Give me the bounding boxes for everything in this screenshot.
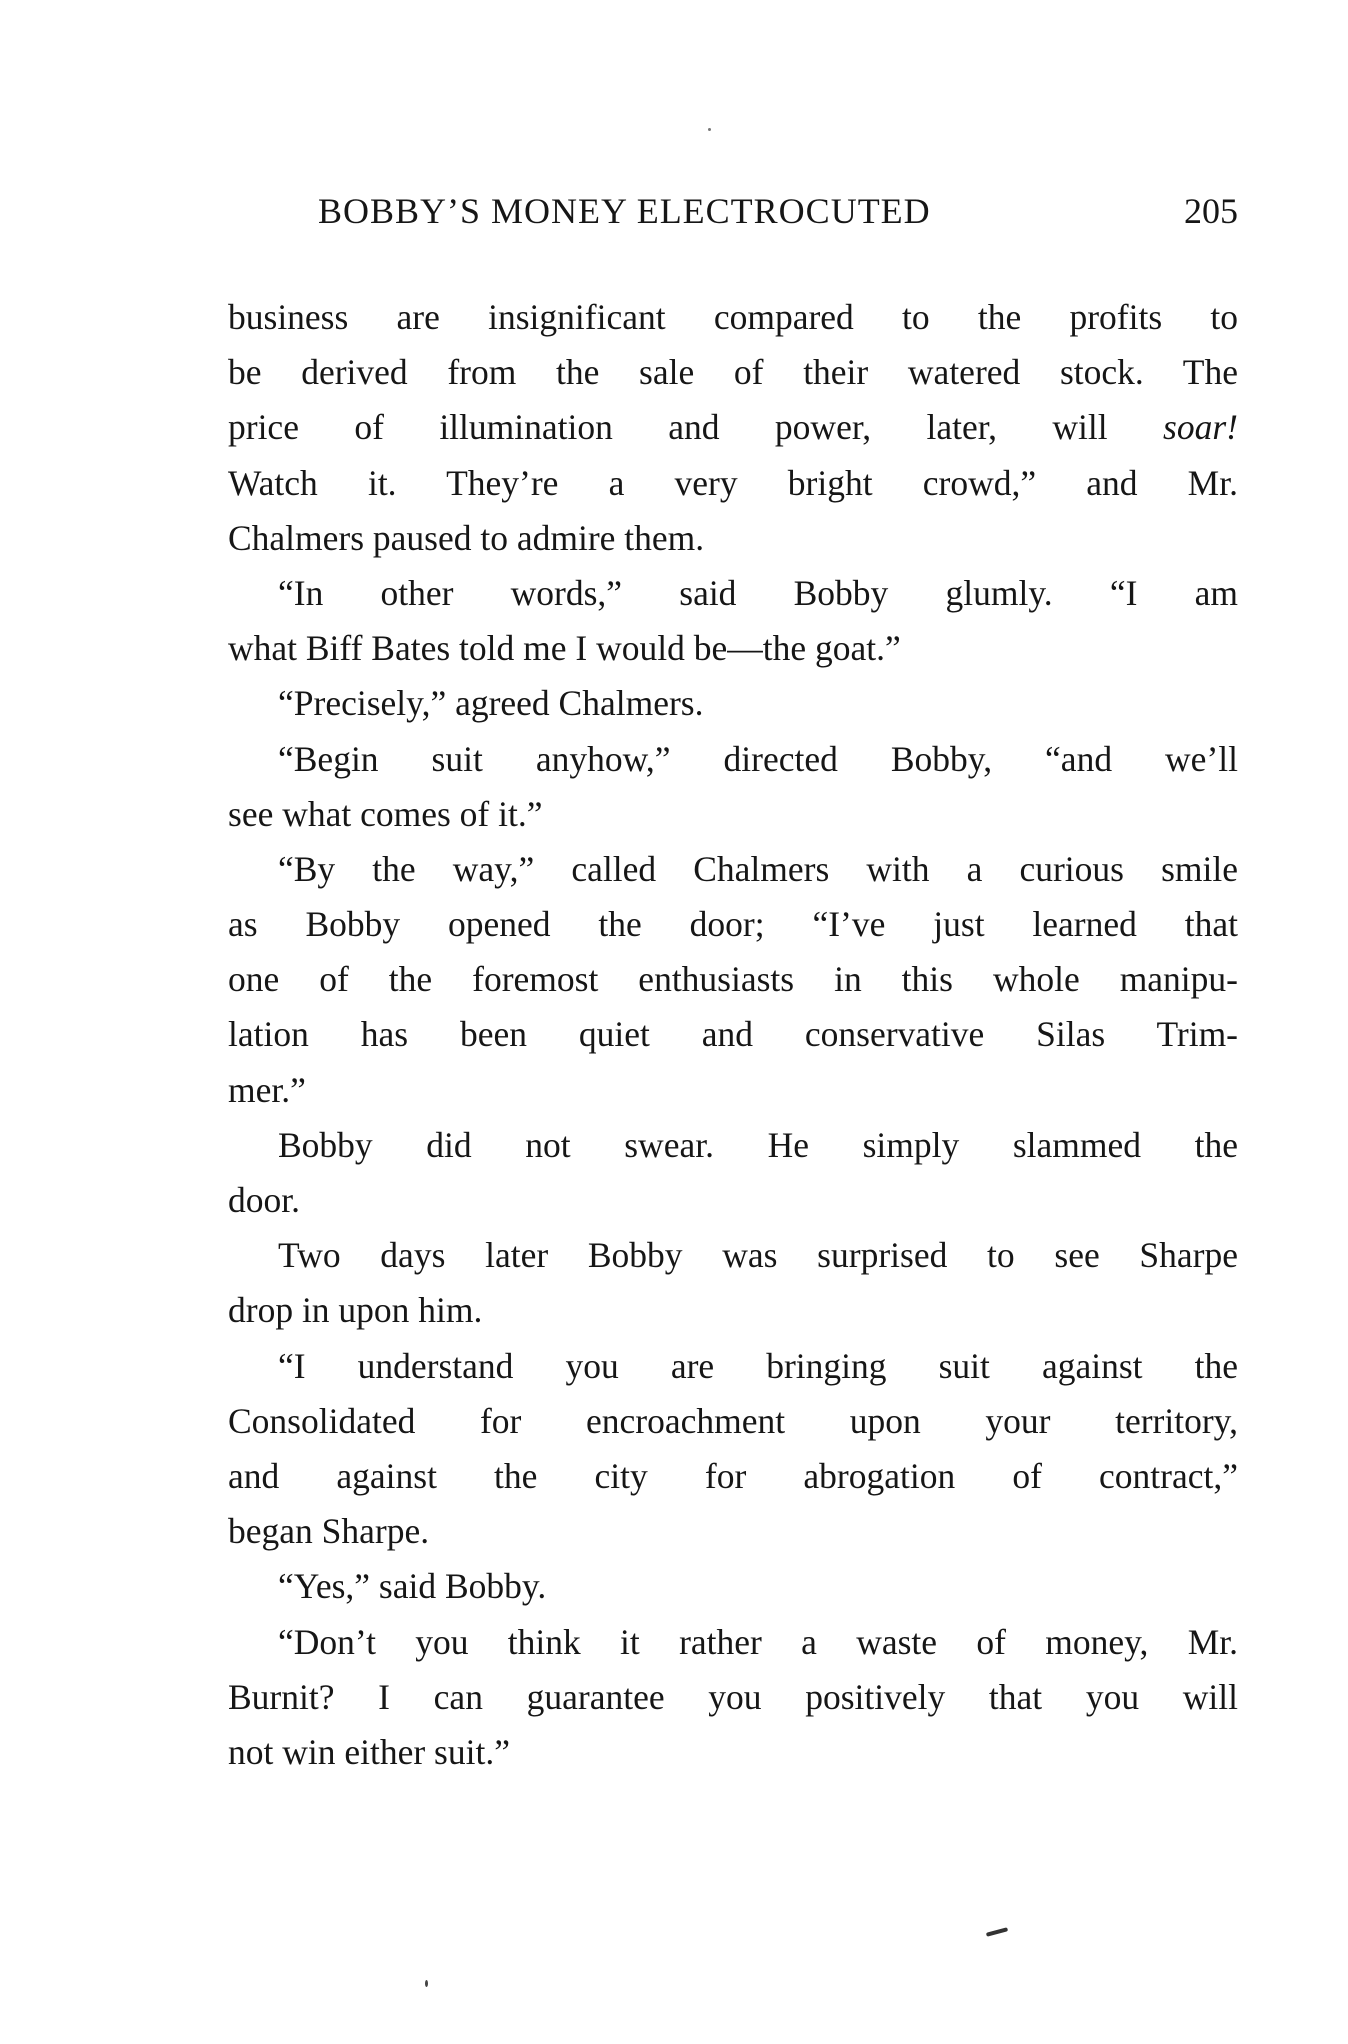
text-line: Chalmers paused to admire them. (228, 517, 705, 558)
page-body (228, 290, 1238, 1780)
text-line: “Begin suit anyhow,” directed Bobby, “and we’ll (278, 738, 1238, 779)
running-title: BOBBY’S MONEY ELECTROCUTED (318, 191, 931, 231)
text-line: what Biff Bates told me I would be—the goat.” (228, 628, 901, 669)
text-line: “In other words,” said Bobby glumly. “I am (278, 572, 1238, 613)
text-line: be derived from the sale of their watered stock. The (228, 352, 1238, 393)
text-run: price of illumination and power, later, will (228, 407, 1164, 448)
running-header (318, 190, 1238, 240)
paper-speck (425, 1980, 428, 1987)
text-line: and against the city for abrogation of contract,” (228, 1455, 1238, 1496)
text-line: Watch it. They’re a very bright crowd,” and Mr. (228, 462, 1238, 503)
text-line: “I understand you are bringing suit against the (278, 1345, 1238, 1386)
text-line: lation has been quiet and conservative Silas Trim- (228, 1014, 1238, 1055)
text-line (228, 400, 1238, 455)
text-line: began Sharpe. (228, 1511, 430, 1552)
text-line: business are insignificant compared to the profits to (228, 297, 1238, 337)
text-line: mer.” (228, 1069, 306, 1110)
text-line: door. (228, 1180, 300, 1220)
text-line: not win either suit.” (228, 1731, 510, 1772)
text-line: see what comes of it.” (228, 793, 543, 834)
text-line: as Bobby opened the door; “I’ve just learned that (228, 904, 1238, 945)
page-number: 205 (1184, 191, 1238, 231)
paper-speck (986, 1927, 1008, 1937)
text-line: Bobby did not swear. He simply slammed the (278, 1124, 1238, 1165)
text-line: Consolidated for encroachment upon your territory, (228, 1400, 1238, 1441)
text-line: drop in upon him. (228, 1290, 483, 1331)
italic-text: soar! (1163, 407, 1238, 448)
text-line: “Yes,” said Bobby. (278, 1566, 547, 1607)
text-line: Burnit? I can guarantee you positively that you will (228, 1676, 1238, 1717)
paper-speck (708, 128, 711, 131)
text-line: “Don’t you think it rather a waste of money, Mr. (278, 1621, 1238, 1662)
text-line: “Precisely,” agreed Chalmers. (278, 683, 704, 724)
text-line: one of the foremost enthusiasts in this whole manipu- (228, 959, 1238, 1000)
text-line: “By the way,” called Chalmers with a curious smile (278, 848, 1238, 889)
text-line: Two days later Bobby was surprised to see Sharpe (278, 1235, 1238, 1276)
